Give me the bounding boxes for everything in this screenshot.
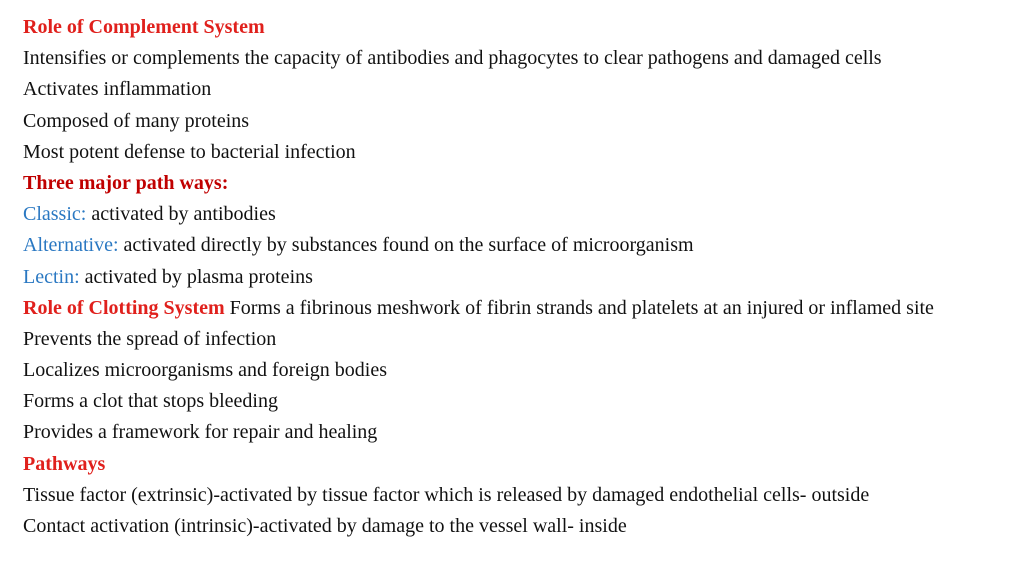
pathway-label: Alternative: (23, 234, 119, 257)
pathway-text: activated directly by substances found on the surface of microorganism (118, 234, 694, 257)
clotting-point: Localizes microorganisms and foreign bodies (23, 359, 387, 382)
pathway-label: Classic: (23, 203, 87, 226)
pathway-classic (23, 199, 1024, 230)
clotting-point: Provides a framework for repair and healing (23, 421, 378, 444)
clotting-heading: Role of Clotting System (23, 296, 225, 319)
complement-heading: Role of Complement System (23, 16, 265, 38)
pathway-alternative (23, 230, 1024, 261)
pathway-lectin (23, 262, 1024, 293)
clotting-point: Prevents the spread of infection (23, 327, 277, 350)
pathway-text: activated by plasma proteins (79, 265, 313, 288)
complement-point: Activates inflammation (23, 78, 212, 101)
complement-point: Intensifies or complements the capacity of antibodies and phagocytes to clear pathogens and damaged cells (23, 47, 882, 70)
complement-point: Composed of many proteins (23, 109, 250, 132)
clotting-pathway-extrinsic: Tissue factor (extrinsic)-activated by tissue factor which is released by damaged endothelial cells- outside (23, 483, 870, 506)
clotting-heading-line (23, 293, 1024, 324)
complement-point: Most potent defense to bacterial infection (23, 140, 356, 163)
clotting-heading-text: Forms a fibrinous meshwork of fibrin strands and platelets at an injured or inflamed site (224, 296, 934, 319)
complement-pathways-heading: Three major path ways: (23, 171, 229, 194)
pathway-text: activated by antibodies (86, 203, 276, 226)
clotting-pathway-intrinsic: Contact activation (intrinsic)-activated by damage to the vessel wall- inside (23, 515, 627, 537)
pathway-label: Lectin: (23, 265, 80, 288)
clotting-point: Forms a clot that stops bleeding (23, 390, 278, 413)
clotting-pathways-heading: Pathways (23, 452, 106, 475)
